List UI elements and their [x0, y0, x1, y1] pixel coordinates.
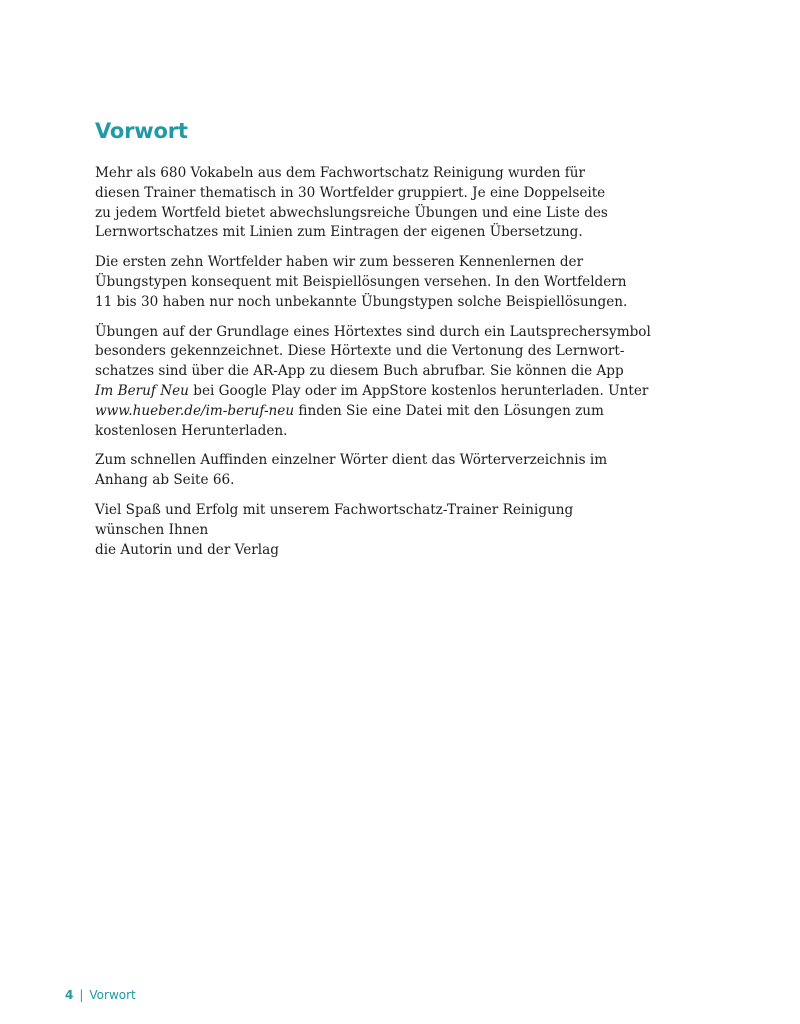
- text-line: [95, 382, 655, 402]
- text-line: Anhang ab Seite 66.: [95, 472, 235, 489]
- text-fragment: finden Sie eine Datei mit den Lösungen zum: [294, 402, 604, 419]
- text-line: kostenlosen Herunterladen.: [95, 422, 288, 439]
- body-text: [95, 164, 655, 570]
- text-line: Mehr als 680 Vokabeln aus dem Fachwortschatz Reinigung wurden für: [95, 165, 586, 181]
- text-line: besonders gekennzeichnet. Diese Hörtexte und die Vertonung des Lernwort-: [95, 343, 625, 360]
- footer-section-title: Vorwort: [89, 988, 136, 1002]
- text-line: zu jedem Wortfeld bietet abwechslungsreiche Übungen und eine Liste des: [95, 204, 608, 221]
- paragraph-closing: [95, 501, 655, 560]
- text-line: Übungstypen konsequent mit Beispiellösungen versehen. In den Wortfeldern: [95, 273, 627, 290]
- app-name: Im Beruf Neu: [95, 382, 189, 399]
- paragraph-intro: [95, 164, 655, 243]
- footer-separator: |: [79, 988, 84, 1002]
- page-number: 4: [65, 988, 74, 1002]
- text-line: [95, 402, 655, 422]
- page-footer: [65, 987, 136, 1003]
- paragraph-index: [95, 451, 655, 491]
- text-line: Zum schnellen Auffinden einzelner Wörter dient das Wörterverzeichnis im: [95, 452, 608, 469]
- paragraph-examples: [95, 253, 655, 312]
- website-url: www.hueber.de/im-beruf-neu: [95, 402, 295, 419]
- text-line: diesen Trainer thematisch in 30 Wortfelder gruppiert. Je eine Doppelseite: [95, 184, 606, 201]
- text-line: Viel Spaß und Erfolg mit unserem Fachwortschatz-Trainer Reinigung: [95, 501, 574, 518]
- text-line: 11 bis 30 haben nur noch unbekannte Übungstypen solche Beispiellösungen.: [95, 293, 628, 310]
- text-line: Lernwortschatzes mit Linien zum Eintragen der eigenen Übersetzung.: [95, 224, 583, 241]
- page-title: Vorwort: [95, 119, 188, 143]
- text-line: wünschen Ihnen: [95, 521, 209, 538]
- signature-line: die Autorin und der Verlag: [95, 541, 279, 558]
- paragraph-audio: [95, 323, 655, 442]
- text-line: Übungen auf der Grundlage eines Hörtextes sind durch ein Lautsprechersymbol: [95, 323, 651, 340]
- text-fragment: bei Google Play oder im AppStore kostenlos herunterladen. Unter: [188, 382, 649, 399]
- text-line: Die ersten zehn Wortfelder haben wir zum besseren Kennenlernen der: [95, 254, 584, 271]
- text-line: schatzes sind über die AR-App zu diesem Buch abrufbar. Sie können die App: [95, 363, 624, 380]
